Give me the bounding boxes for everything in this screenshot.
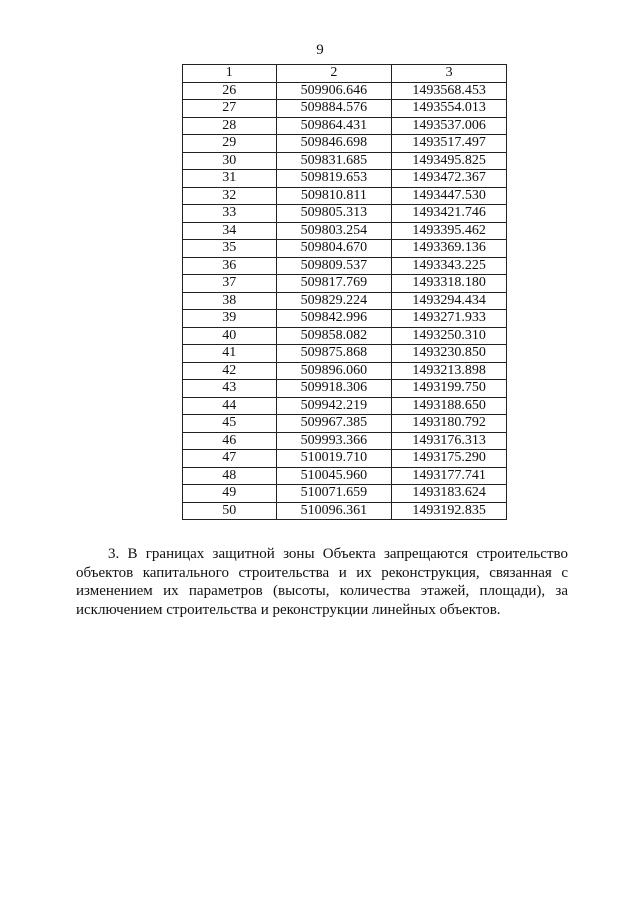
cell-point-number: 38 (183, 292, 277, 310)
cell-x-coordinate: 509906.646 (276, 82, 392, 100)
table-header-row (183, 65, 507, 83)
cell-x-coordinate: 509817.769 (276, 275, 392, 293)
cell-y-coordinate: 1493395.462 (392, 222, 507, 240)
table-row (183, 117, 507, 135)
table-row (183, 380, 507, 398)
cell-x-coordinate: 510019.710 (276, 450, 392, 468)
cell-x-coordinate: 509805.313 (276, 205, 392, 223)
cell-point-number: 27 (183, 100, 277, 118)
cell-point-number: 28 (183, 117, 277, 135)
cell-x-coordinate: 509819.653 (276, 170, 392, 188)
table-row (183, 450, 507, 468)
cell-point-number: 32 (183, 187, 277, 205)
cell-point-number: 40 (183, 327, 277, 345)
table-row (183, 135, 507, 153)
cell-x-coordinate: 509831.685 (276, 152, 392, 170)
cell-point-number: 26 (183, 82, 277, 100)
table-row (183, 327, 507, 345)
page-number: 9 (316, 42, 324, 58)
table-row (183, 257, 507, 275)
table-row (183, 222, 507, 240)
table-row (183, 292, 507, 310)
table-row (183, 467, 507, 485)
cell-y-coordinate: 1493495.825 (392, 152, 507, 170)
cell-x-coordinate: 509884.576 (276, 100, 392, 118)
cell-y-coordinate: 1493554.013 (392, 100, 507, 118)
table-row (183, 275, 507, 293)
cell-point-number: 31 (183, 170, 277, 188)
cell-x-coordinate: 509804.670 (276, 240, 392, 258)
cell-y-coordinate: 1493421.746 (392, 205, 507, 223)
cell-y-coordinate: 1493175.290 (392, 450, 507, 468)
cell-point-number: 50 (183, 502, 277, 520)
table-row (183, 240, 507, 258)
cell-y-coordinate: 1493568.453 (392, 82, 507, 100)
cell-y-coordinate: 1493176.313 (392, 432, 507, 450)
cell-x-coordinate: 509864.431 (276, 117, 392, 135)
cell-x-coordinate: 509810.811 (276, 187, 392, 205)
cell-x-coordinate: 510096.361 (276, 502, 392, 520)
cell-point-number: 48 (183, 467, 277, 485)
cell-x-coordinate: 509918.306 (276, 380, 392, 398)
cell-point-number: 41 (183, 345, 277, 363)
table-row (183, 432, 507, 450)
cell-y-coordinate: 1493180.792 (392, 415, 507, 433)
cell-y-coordinate: 1493230.850 (392, 345, 507, 363)
table-row (183, 82, 507, 100)
cell-point-number: 47 (183, 450, 277, 468)
cell-point-number: 45 (183, 415, 277, 433)
cell-point-number: 29 (183, 135, 277, 153)
cell-x-coordinate: 509809.537 (276, 257, 392, 275)
header-cell-x: 2 (276, 65, 392, 83)
cell-point-number: 35 (183, 240, 277, 258)
table-row (183, 100, 507, 118)
header-cell-y: 3 (392, 65, 507, 83)
table-row (183, 397, 507, 415)
cell-y-coordinate: 1493318.180 (392, 275, 507, 293)
cell-x-coordinate: 509803.254 (276, 222, 392, 240)
header-cell-point: 1 (183, 65, 277, 83)
table-row (183, 170, 507, 188)
cell-x-coordinate: 509858.082 (276, 327, 392, 345)
cell-x-coordinate: 509993.366 (276, 432, 392, 450)
cell-x-coordinate: 509842.996 (276, 310, 392, 328)
table-row (183, 485, 507, 503)
cell-point-number: 42 (183, 362, 277, 380)
cell-y-coordinate: 1493250.310 (392, 327, 507, 345)
cell-point-number: 49 (183, 485, 277, 503)
cell-x-coordinate: 510071.659 (276, 485, 392, 503)
cell-x-coordinate: 509967.385 (276, 415, 392, 433)
cell-y-coordinate: 1493447.530 (392, 187, 507, 205)
table-row (183, 415, 507, 433)
cell-x-coordinate: 510045.960 (276, 467, 392, 485)
cell-x-coordinate: 509942.219 (276, 397, 392, 415)
cell-point-number: 33 (183, 205, 277, 223)
cell-y-coordinate: 1493537.006 (392, 117, 507, 135)
cell-y-coordinate: 1493271.933 (392, 310, 507, 328)
cell-y-coordinate: 1493294.434 (392, 292, 507, 310)
table-body (183, 82, 507, 520)
table-row (183, 187, 507, 205)
table-row (183, 345, 507, 363)
table-row (183, 362, 507, 380)
cell-x-coordinate: 509875.868 (276, 345, 392, 363)
coordinates-table (182, 64, 507, 520)
cell-point-number: 30 (183, 152, 277, 170)
cell-point-number: 34 (183, 222, 277, 240)
cell-x-coordinate: 509846.698 (276, 135, 392, 153)
cell-y-coordinate: 1493213.898 (392, 362, 507, 380)
cell-y-coordinate: 1493369.136 (392, 240, 507, 258)
cell-point-number: 46 (183, 432, 277, 450)
cell-point-number: 36 (183, 257, 277, 275)
cell-point-number: 43 (183, 380, 277, 398)
table-row (183, 310, 507, 328)
body-paragraph: 3. В границах защитной зоны Объекта запрещаются строительство объектов капитального строительства и их реконструкция, связанная с изменением их параметров (высоты, количества этажей, площади), за исключением строительства и реконструкции линейных объектов. (76, 546, 568, 618)
cell-point-number: 37 (183, 275, 277, 293)
cell-y-coordinate: 1493177.741 (392, 467, 507, 485)
cell-y-coordinate: 1493199.750 (392, 380, 507, 398)
cell-y-coordinate: 1493343.225 (392, 257, 507, 275)
cell-point-number: 39 (183, 310, 277, 328)
table-row (183, 152, 507, 170)
cell-y-coordinate: 1493183.624 (392, 485, 507, 503)
cell-x-coordinate: 509829.224 (276, 292, 392, 310)
cell-y-coordinate: 1493192.835 (392, 502, 507, 520)
cell-y-coordinate: 1493472.367 (392, 170, 507, 188)
cell-x-coordinate: 509896.060 (276, 362, 392, 380)
cell-y-coordinate: 1493517.497 (392, 135, 507, 153)
cell-point-number: 44 (183, 397, 277, 415)
cell-y-coordinate: 1493188.650 (392, 397, 507, 415)
table-row (183, 502, 507, 520)
table-row (183, 205, 507, 223)
